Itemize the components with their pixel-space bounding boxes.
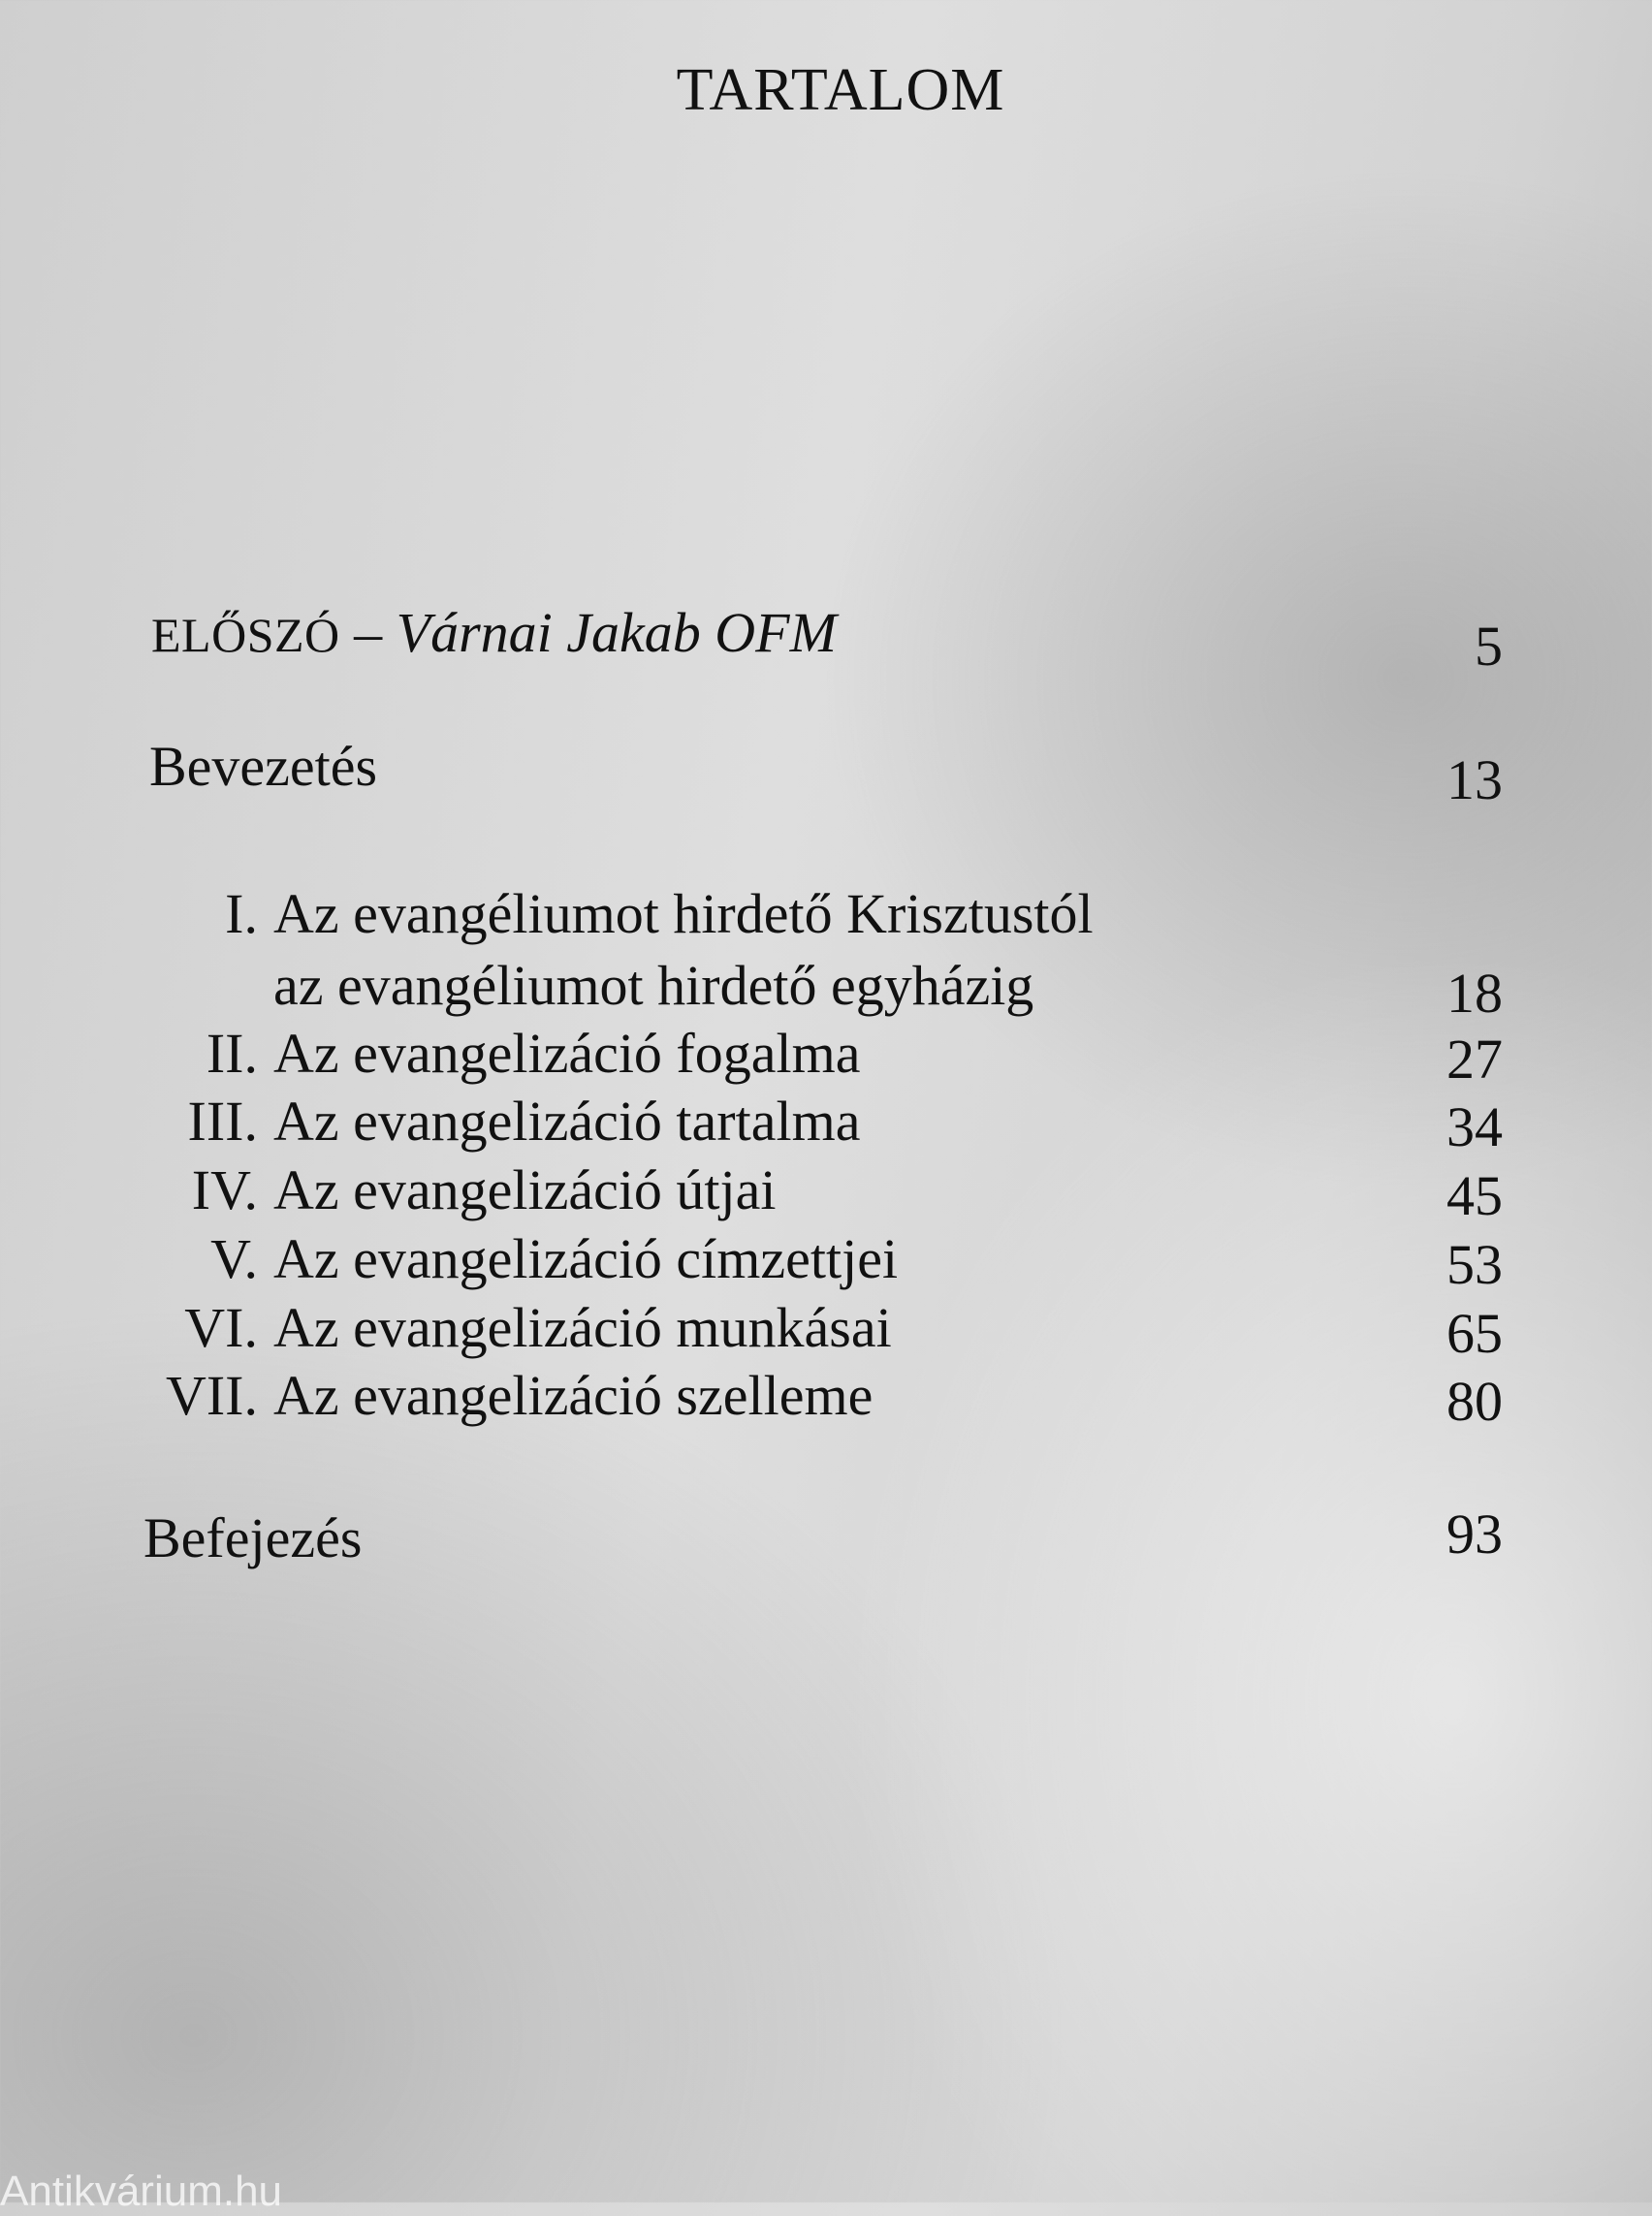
conclusion-label: Befejezés (143, 1506, 363, 1569)
chapter-numeral: VII. (165, 1364, 258, 1427)
chapter-numeral: V. (210, 1227, 258, 1290)
page-title: TARTALOM (676, 57, 1005, 123)
foreword-dash: – (354, 601, 383, 664)
chapter-numeral: II. (206, 1022, 258, 1085)
introduction-page: 13 (1446, 748, 1503, 811)
chapter-title: Az evangelizáció címzettjei (273, 1227, 899, 1290)
foreword-page: 5 (1475, 615, 1503, 678)
chapter-numeral: I. (225, 882, 258, 945)
chapter-page: 45 (1446, 1164, 1503, 1227)
chapter-numeral: III. (187, 1090, 258, 1153)
watermark: Antikvárium.hu (0, 2168, 283, 2215)
conclusion-page: 93 (1446, 1503, 1503, 1566)
chapter-title: Az evangelizáció fogalma (273, 1022, 861, 1085)
chapter-title: Az evangelizáció útjai (273, 1158, 777, 1221)
chapter-numeral: IV. (191, 1158, 258, 1221)
chapter-page: 34 (1446, 1095, 1503, 1158)
foreword-label: ELŐSZÓ (151, 608, 340, 662)
chapter-title-line1: Az evangéliumot hirdető Krisztustól (273, 882, 1094, 945)
chapter-page: 53 (1446, 1233, 1503, 1296)
foreword-text (151, 599, 837, 669)
chapter-title: Az evangelizáció munkásai (273, 1296, 892, 1359)
chapter-page: 18 (1446, 962, 1503, 1025)
chapter-page: 65 (1446, 1302, 1503, 1365)
introduction-label: Bevezetés (149, 735, 378, 798)
chapter-numeral: VI. (184, 1296, 258, 1359)
foreword-author: Várnai Jakab OFM (396, 601, 837, 664)
chapter-title-line2: az evangéliumot hirdető egyházig (273, 954, 1034, 1017)
chapter-page: 27 (1446, 1028, 1503, 1091)
chapter-title: Az evangelizáció szelleme (273, 1364, 874, 1427)
chapter-page: 80 (1446, 1370, 1503, 1433)
chapter-title: Az evangelizáció tartalma (273, 1090, 861, 1153)
